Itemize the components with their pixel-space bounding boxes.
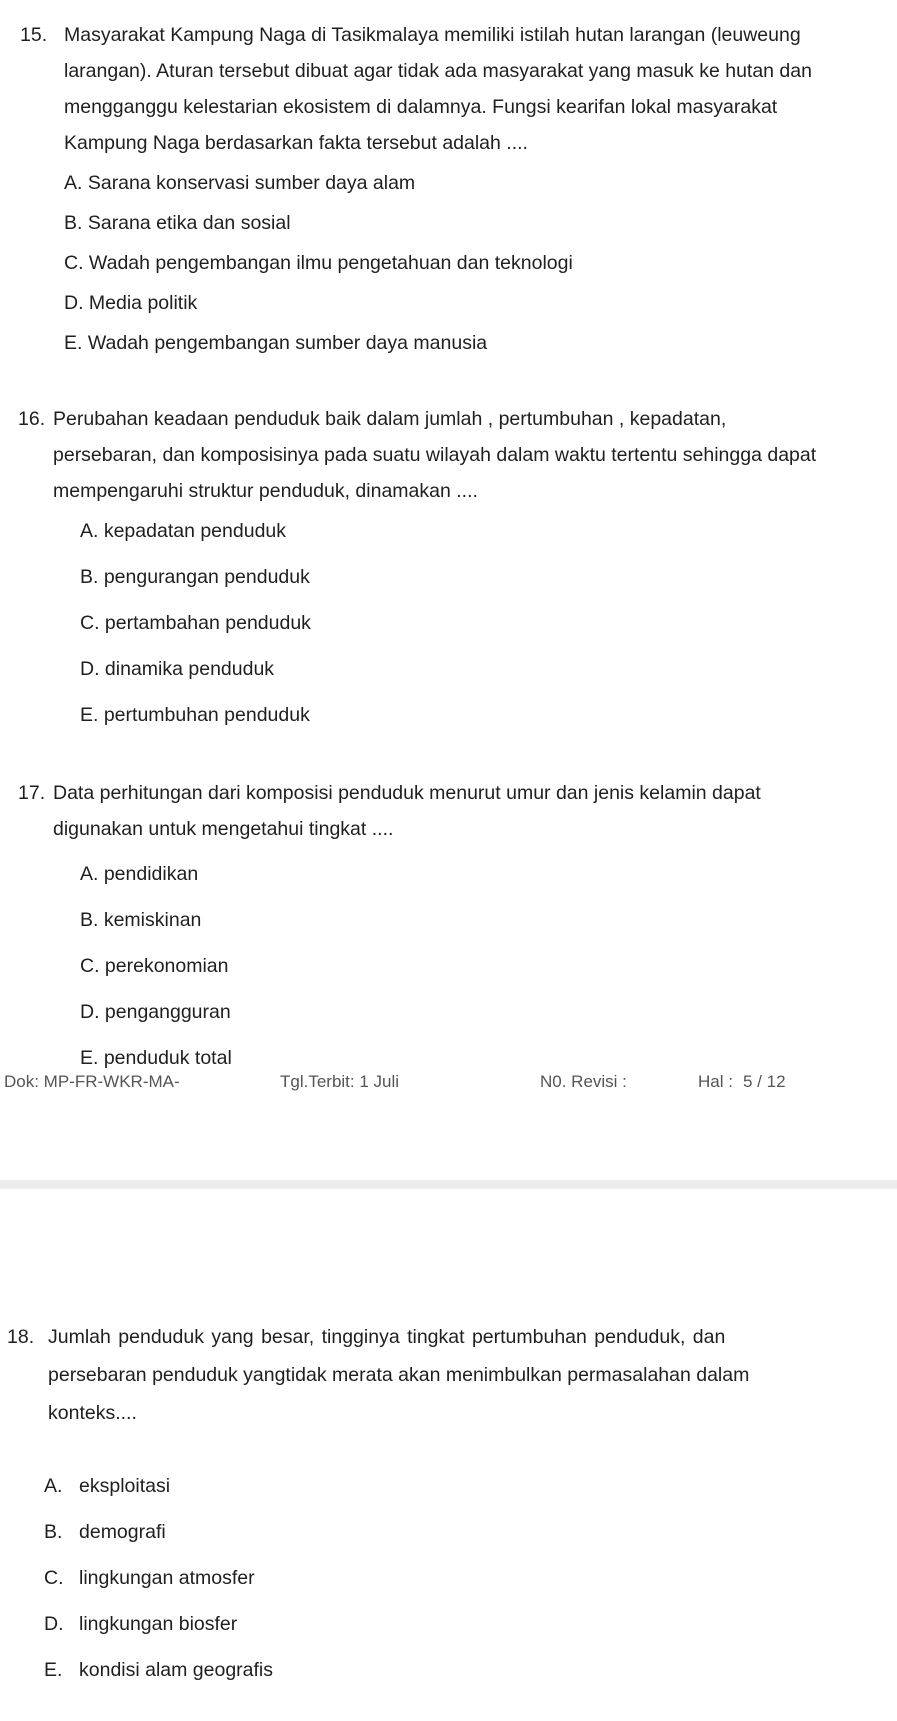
page-separator (0, 1180, 897, 1189)
answer-option: C. perekonomian (80, 955, 229, 977)
question-text-line: larangan). Aturan tersebut dibuat agar tidak ada masyarakat yang masuk ke hutan dan (64, 60, 812, 82)
option-letter: E. (44, 1659, 63, 1681)
answer-option: C. pertambahan penduduk (80, 612, 311, 634)
footer-doc-code: Dok: MP-FR-WKR-MA- (4, 1072, 180, 1091)
answer-option: demografi (79, 1521, 166, 1543)
footer-page-number: 5 / 12 (743, 1072, 786, 1091)
footer-page-label: Hal : (698, 1072, 733, 1091)
question-text-line: mengganggu kelestarian ekosistem di dalamnya. Fungsi kearifan lokal masyarakat (64, 96, 778, 118)
answer-option: lingkungan atmosfer (79, 1567, 255, 1589)
question-text-line: Kampung Naga berdasarkan fakta tersebut adalah .... (64, 132, 528, 154)
question-text-line: Data perhitungan dari komposisi penduduk menurut umur dan jenis kelamin dapat (53, 782, 761, 804)
answer-option: B. kemiskinan (80, 909, 202, 931)
footer-publish-date: Tgl.Terbit: 1 Juli (280, 1072, 400, 1091)
question-text-line: Perubahan keadaan penduduk baik dalam jumlah , pertumbuhan , kepadatan, (53, 408, 727, 430)
question-number: 18. (7, 1326, 35, 1348)
answer-option: C. Wadah pengembangan ilmu pengetahuan dan teknologi (64, 252, 573, 274)
answer-option: E. penduduk total (80, 1047, 232, 1069)
answer-option: D. Media politik (64, 292, 198, 314)
answer-option: E. pertumbuhan penduduk (80, 704, 310, 726)
footer-revision: N0. Revisi : (540, 1072, 627, 1091)
question-text-line: Masyarakat Kampung Naga di Tasikmalaya memiliki istilah hutan larangan (leuweung (64, 24, 801, 46)
question-text-line: Jumlah penduduk yang besar, tingginya tingkat pertumbuhan penduduk, dan (48, 1326, 726, 1348)
question-text-line: konteks.... (48, 1402, 137, 1424)
question-text-line: persebaran, dan komposisinya pada suatu wilayah dalam waktu tertentu sehingga dapat (53, 444, 817, 466)
question-number: 17. (18, 782, 46, 804)
answer-option: D. dinamika penduduk (80, 658, 275, 680)
answer-option: eksploitasi (79, 1475, 171, 1497)
answer-option: A. kepadatan penduduk (80, 520, 287, 542)
question-number: 16. (18, 408, 46, 430)
option-letter: D. (44, 1613, 64, 1635)
option-letter: B. (44, 1521, 63, 1543)
answer-option: E. Wadah pengembangan sumber daya manusia (64, 332, 488, 354)
answer-option: A. Sarana konservasi sumber daya alam (64, 172, 416, 194)
answer-option: A. pendidikan (80, 863, 199, 885)
answer-option: D. pengangguran (80, 1001, 231, 1023)
answer-option: kondisi alam geografis (79, 1659, 274, 1681)
question-text-line: persebaran penduduk yangtidak merata akan menimbulkan permasalahan dalam (48, 1364, 750, 1386)
question-text-line: digunakan untuk mengetahui tingkat .... (53, 818, 394, 840)
question-text-line: mempengaruhi struktur penduduk, dinamakan .... (53, 480, 478, 502)
answer-option: B. Sarana etika dan sosial (64, 212, 291, 234)
answer-option: lingkungan biosfer (79, 1613, 238, 1635)
answer-option: B. pengurangan penduduk (80, 566, 310, 588)
option-letter: C. (44, 1567, 64, 1589)
option-letter: A. (44, 1475, 63, 1497)
question-number: 15. (20, 24, 48, 46)
